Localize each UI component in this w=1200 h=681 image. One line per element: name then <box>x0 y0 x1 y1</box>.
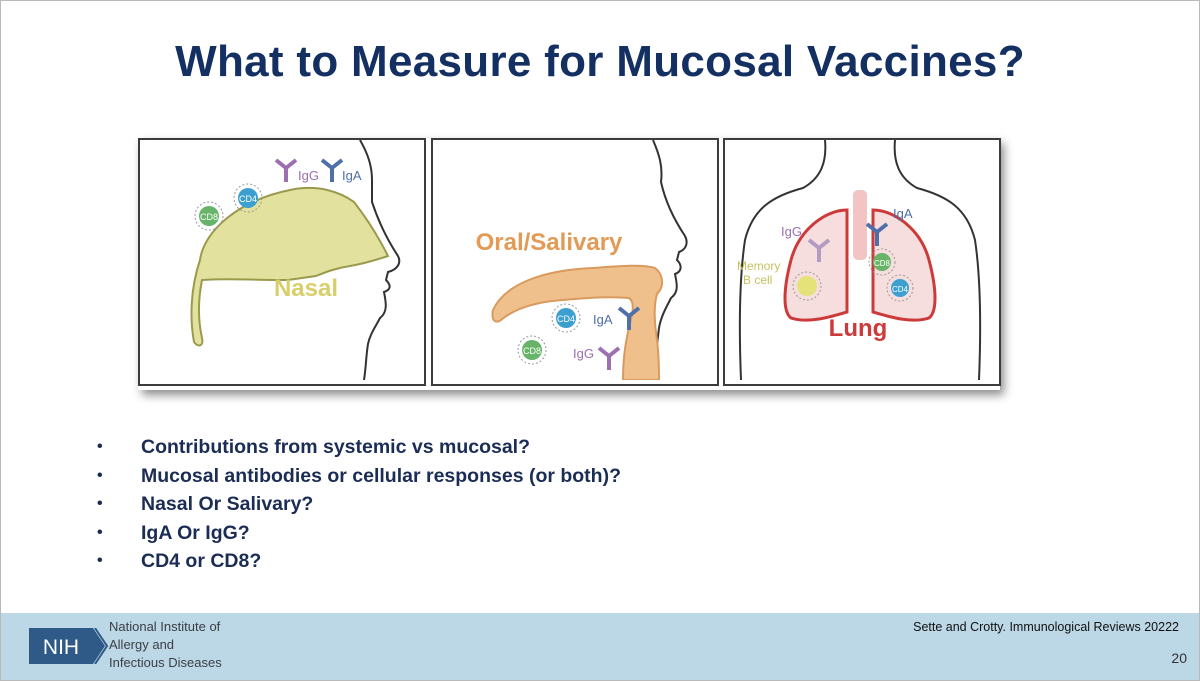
memory-b-cell-icon <box>797 276 817 296</box>
cd8-cell-icon <box>518 336 546 364</box>
memory-label-line2: B cell <box>743 273 773 287</box>
cd4-cell-icon <box>552 304 580 332</box>
oral-igg-label: IgG <box>573 346 594 361</box>
bullet-item <box>97 433 621 462</box>
lung-igg-label: IgG <box>781 224 802 239</box>
institute-name <box>109 618 222 672</box>
institute-name-line2: Allergy and <box>109 637 175 652</box>
bullet-dot: • <box>97 552 103 569</box>
bullet-text: Mucosal antibodies or cellular responses (or both)? <box>141 464 621 487</box>
nasal-region-label: Nasal <box>273 275 339 302</box>
nasal-cd8-label: CD8 <box>199 212 219 222</box>
bullet-item <box>97 519 621 548</box>
bullet-dot: • <box>97 523 103 541</box>
lung-cd4-label: CD4 <box>891 285 909 294</box>
bullet-text: IgA Or IgG? <box>141 521 250 544</box>
nih-logo-text: NIH <box>42 636 80 659</box>
nasal-igg-label: IgG <box>298 168 319 183</box>
igg-antibody-icon <box>276 160 296 182</box>
lung-region-label: Lung <box>828 315 888 342</box>
bullet-dot: • <box>97 466 103 484</box>
nasal-iga-label: IgA <box>342 168 362 183</box>
institute-name-line3: Infectious Diseases <box>109 655 222 670</box>
iga-antibody-icon <box>322 160 342 182</box>
memory-label-line1: Memory <box>737 259 781 273</box>
nih-logo-icon <box>29 628 109 664</box>
bullet-item <box>97 490 621 519</box>
panel-lung <box>723 138 1001 386</box>
bullet-item <box>97 462 621 491</box>
lung-iga-label: IgA <box>893 206 913 221</box>
panel-nasal <box>138 138 426 386</box>
bullet-text: Contributions from systemic vs mucosal? <box>141 436 531 458</box>
panel-oral-salivary <box>431 138 719 386</box>
lung-cd8-label: CD8 <box>873 259 891 268</box>
nasal-cd4-label: CD4 <box>238 194 258 204</box>
bullet-dot: • <box>97 495 103 512</box>
mucosal-illustration <box>138 138 1000 390</box>
institute-name-line1: National Institute of <box>109 619 221 634</box>
oral-iga-label: IgA <box>593 312 613 327</box>
bullet-item <box>97 547 621 576</box>
footer-band <box>1 613 1199 680</box>
oral-region-label: Oral/Salivary <box>475 229 623 256</box>
bullet-list <box>97 433 621 576</box>
bullet-text: Nasal Or Salivary? <box>141 493 314 515</box>
oral-cd8-label: CD8 <box>522 346 542 356</box>
igg-antibody-icon <box>599 348 619 370</box>
bullet-dot: • <box>97 438 103 455</box>
oral-cd4-label: CD4 <box>556 314 576 324</box>
bullet-text: CD4 or CD8? <box>141 550 262 572</box>
slide-title: What to Measure for Mucosal Vaccines? <box>175 37 1025 86</box>
page-number: 20 <box>1171 650 1187 666</box>
citation: Sette and Crotty. Immunological Reviews 20222 <box>913 620 1179 634</box>
